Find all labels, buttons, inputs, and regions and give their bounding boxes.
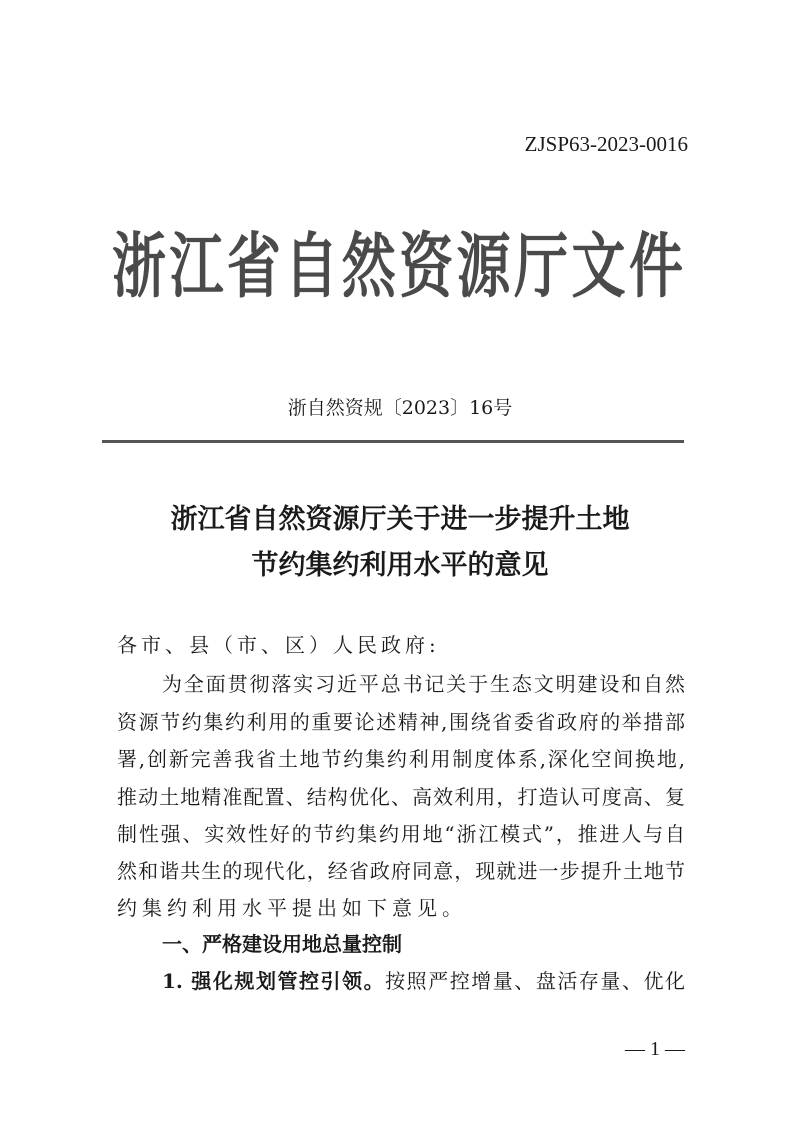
document-number: 浙自然资规〔2023〕16号 [287,397,513,419]
body-line: 然和谐共生的现代化，经省政府同意，现就进一步提升土地节 [117,859,685,883]
body-line: 署,创新完善我省土地节约集约利用制度体系,深化空间换地, [117,747,685,771]
page-number: — 1 — [625,1038,685,1060]
item-1-heading: 1. 强化规划管控引领。 [162,969,386,993]
body-line: 为全面贯彻落实习近平总书记关于生态文明建设和自然 [162,672,685,696]
body-line: 制性强、实效性好的节约集约用地“浙江模式”，推进人与自 [117,822,685,846]
document-code: ZJSP63-2023-0016 [524,132,688,156]
body-line: 推动土地精准配置、结构优化、高效利用，打造认可度高、复 [117,785,685,809]
body-line: 资源节约集约利用的重要论述精神,围绕省委省政府的举措部 [117,710,685,734]
body-line: 约集约利用水平提出如下意见。 [117,896,467,920]
addressee: 各市、县（市、区）人民政府: [117,633,440,657]
section-heading: 一、严格建设用地总量控制 [162,932,402,956]
document-title-line-2: 节约集约利用水平的意见 [251,550,549,581]
item-1-text: 按照严控增量、盘活存量、优化 [385,969,686,993]
document-title-line-1: 浙江省自然资源厅关于进一步提升土地 [170,504,630,535]
item-1 [162,969,685,993]
issuer-header: 浙江省自然资源厅文件 [112,225,684,308]
header-divider [102,440,684,443]
